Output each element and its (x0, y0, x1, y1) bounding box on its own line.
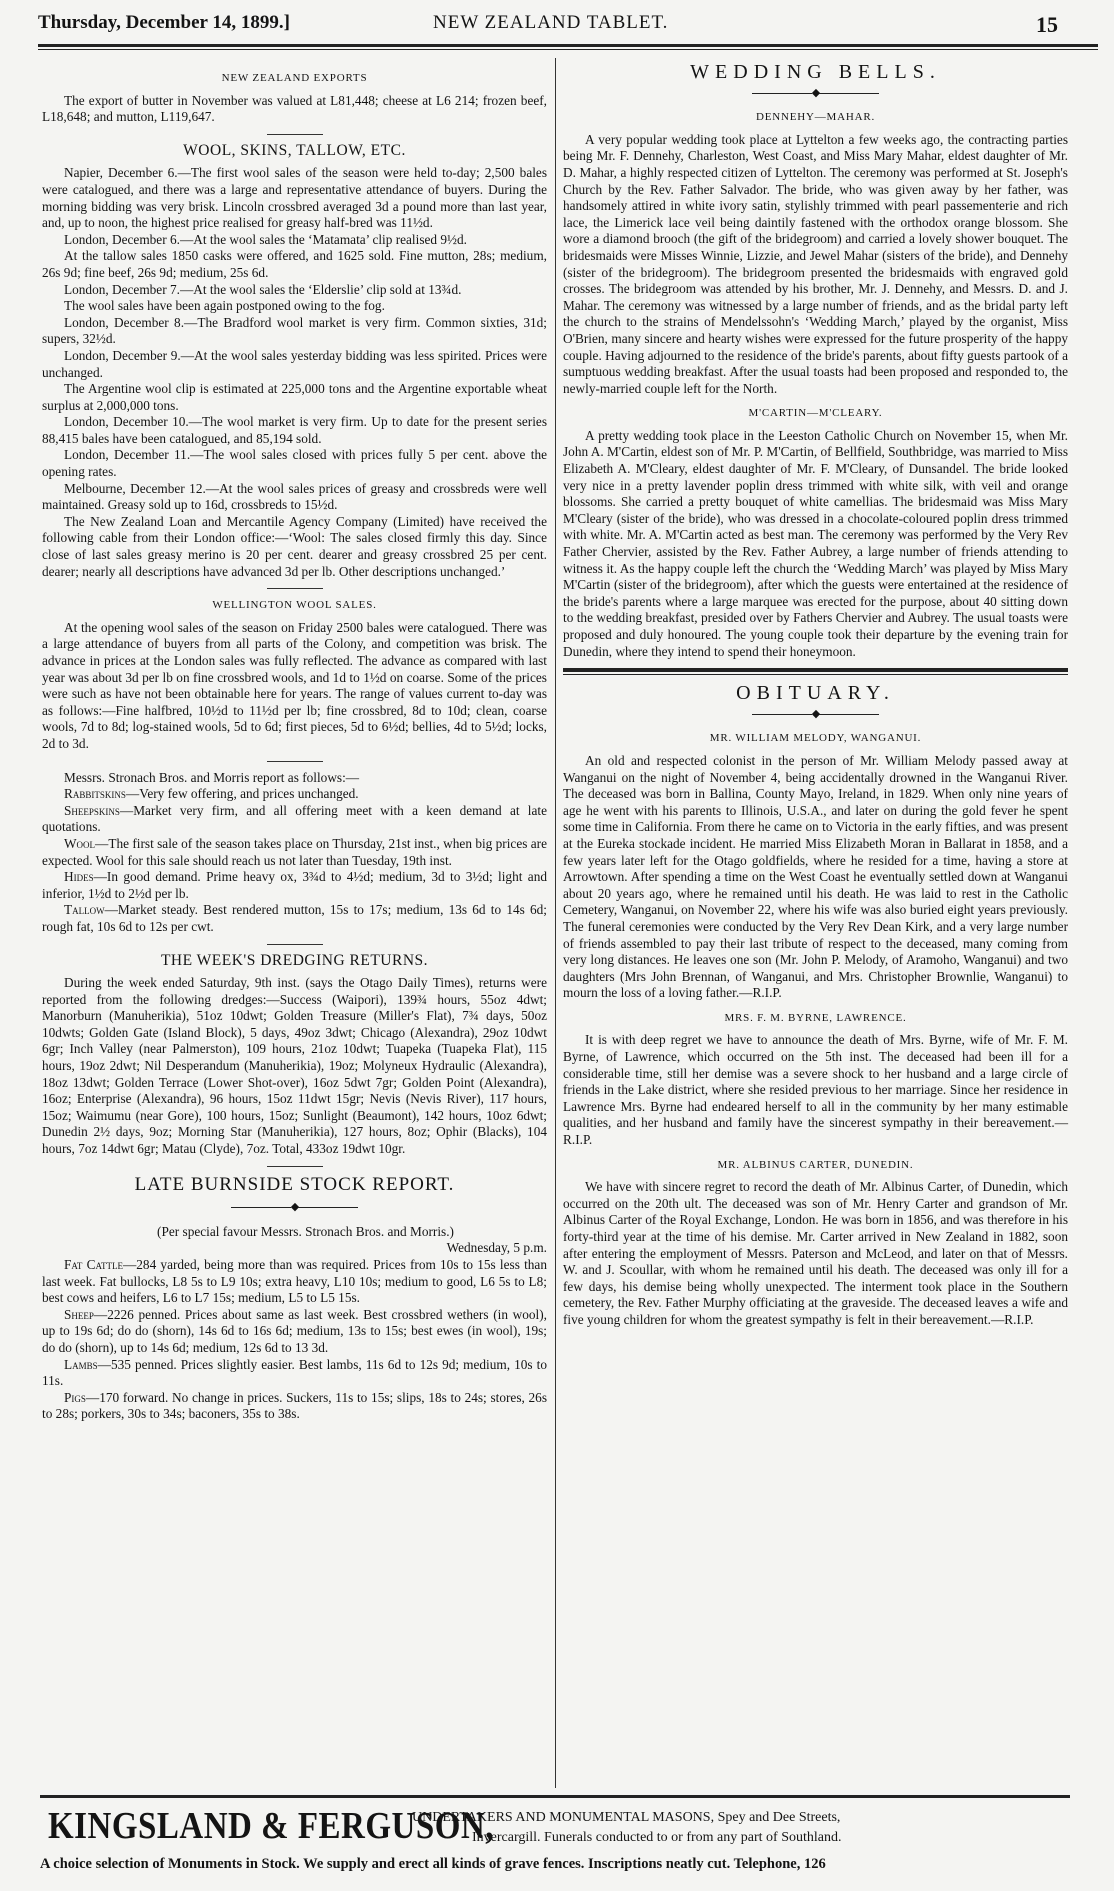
page-number: 15 (1036, 12, 1058, 37)
burnside-item (42, 1390, 547, 1423)
wool-para: The New Zealand Loan and Mercantile Agency Company (Limited) have received the following cable from their London office:—‘Wool: The sales closed firmly this day. Since close of last sales greasy merino is 20 per cent. dearer and greasy crossbred 25 per cent. dearer; nearly all descriptions have advanced 3d per lb. Other descriptions unchanged.’ (42, 513, 547, 579)
wool-para: London, December 9.—At the wool sales yesterday bidding was less spirited. Prices were unchanged. (42, 347, 547, 380)
stronach-label: Rabbitskins (64, 786, 126, 802)
obit1-text: An old and respected colonist in the person of Mr. William Melody passed away at Wanganui on the night of November 4, being accidentally drowned in the Wanganui River. The deceased was born in Ballina, County Mayo, Ireland, in 1829. When only nine years of age he went with his parents to Illinois, U.S.A., and later on during the gold fever he spent some time in California. From there he came on to Victoria in the early fifties, and was present at the Eureka stockade incident. He married Miss Elizabeth Moran in Ballarat in 1858, and a few years later left for the Otago goldfields, where he resided for a time, having a store at Arrowtown. After spending a time on the West Coast he eventually settled down at Wanganui about 20 years ago, where he remained until his death. He was laid to rest in the Catholic Cemetery, Wanganui, on November 22, where his wife was also buried eight years previously. The funeral ceremonies were conducted by the Very Rev Dean Kirk, and a very large number of friends assembled to pay their last tribute of respect to the deceased, many coming from very long distances. He leaves one son (Mr. John P. Melody, of Aramoho, Wanganui) and two daughters (Mrs John Brennan, of Wanganui, and Mrs. Christopher Brownlie, Wanganui) to mourn the loss of a loving father.—R.I.P. (563, 752, 1068, 1001)
wool-para: London, December 11.—The wool sales closed with prices fully 5 per cent. above the opening rates. (42, 447, 547, 480)
ad-line-2: Invercargill. Funerals conducted to or from any part of Southland. (472, 1830, 842, 1845)
obit3-text: We have with sincere regret to record the death of Mr. Albinus Carter, of Dunedin, which occurred on the 20th ult. The deceased was son of Mr. Henry Carter and grandson of Mr. Albinus Carter of the Royal Exchange, London. He was born in 1856, and was therefore in his forty-third year at the time of his demise. Mr. Carter arrived in New Zealand in 1882, soon after entering the employment of Messrs. Paterson and McLeod, and later on that of Messrs. W. and J. Scoullar, with whom he remained until his death. The deceased was only ill for a few days, his demise being wholly unexpected. The interment took place in the Southern cemetery, the Rev. Father Murphy officiating at the graveside. The deceased leaves a wife and five young children for whom the greatest sympathy is felt in their bereavement.—R.I.P. (563, 1179, 1068, 1327)
burnside-text: —284 yarded, being more than was required. Prices from 10s to 15s less than last week. Fat bullocks, L8 5s to L9 10s; extra heavy, L10 10s; medium to good, L6 5s to L8; best cows and heifers, L6 to L7 15s; medium, L5 to L5 15s. (42, 1257, 547, 1306)
stronach-text: —Market very firm, and all offering meet with a keen demand at late quotations. (42, 802, 547, 835)
obit1-heading: MR. WILLIAM MELODY, WANGANUI. (709, 732, 922, 745)
wool-para: London, December 7.—At the wool sales the ‘Elderslie’ clip sold at 13¾d. (64, 281, 462, 297)
obit2-text: It is with deep regret we have to announce the death of Mrs. Byrne, wife of Mr. F. M. Byrne, of Lawrence, which occurred on the 5th inst. The deceased had been ill for a considerable time, still her demise was a severe shock to her husband and a large circle of friends in the Lake district, where she resided previous to her marriage. Since her residence in Lawrence Mrs. Byrne had endeared herself to all in the community by her many estimable qualities, and her husband and family have the sincerest sympathy in their bereavement.—R.I.P. (563, 1032, 1068, 1148)
stronach-item (42, 869, 547, 902)
wool-para: London, December 10.—The wool market is very firm. Up to date for the present series 88,415 bales have been catalogued, and 85,194 sold. (42, 414, 547, 446)
burnside-label: Sheep (64, 1306, 94, 1322)
burnside-item (42, 1257, 547, 1307)
stronach-label: Hides (64, 869, 94, 885)
ad-brand: KINGSLAND & FERGUSON, (48, 1806, 494, 1848)
burnside-heading: LATE BURNSIDE STOCK REPORT. (134, 1173, 455, 1195)
wool-para: At the tallow sales 1850 casks were offered, and 1625 sold. Fine mutton, 28s; medium, 26s 9d; fine beef, 26s 9d; medium, 25s 6d. (42, 248, 547, 280)
wedding2-text: A pretty wedding took place in the Leeston Catholic Church on November 15, when Mr. John A. M'Cartin, eldest son of Mr. P. M'Cartin, of Bellfield, Southbridge, was married to Miss Elizabeth A. M'Cleary, eldest daughter of Mr. F. M'Cleary, of Dunsandel. The bride looked very nice in a pretty lavender poplin dress trimmed with white silk, with veil and orange blossoms. She carried a pretty bouquet of white camellias. The bridesmaid was Miss Mary M'Cleary (sister of the bride), who was dressed in a chocolate-coloured poplin dress trimmed with white. Mr. A. M'Cartin acted as best man. The ceremony was performed by the Very Rev Father Chervier, assisted by the Rev. Father Aubrey, a large number of friends attending to witness it. As the happy couple left the church the ‘Wedding March’ was played by Miss Mary M'Cartin (sister of the bridegroom), after which the guests were entertained at the residence of the bride's parents where a large marquee was erected for the purpose, about 40 sitting down to the wedding breakfast, presided over by Fathers Chervier and Aubrey. The usual toasts were proposed and duly honoured. The young couple took their departure by the evening train for Dunedin, where they intend to spend their honeymoon. (563, 427, 1068, 659)
wool-para: Napier, December 6.—The first wool sales of the season were held to-day; 2,500 bales were catalogued, and there was a large and representative attendance of buyers. During the morning bidding was very brisk. Lincoln crossbred averaged 3d a pound more than last year, and, up to noon, the highest price realised for greasy half-bred was 11½d. (42, 165, 547, 231)
wellington-text: At the opening wool sales of the season on Friday 2500 bales were catalogued. There was a large attendance of buyers from all parts of the Colony, and competition was brisk. The advance in prices at the London sales was fully reflected. The advance as compared with last year was about 3d per lb on fine crossbred wools, and 1d to 1½d on coarse. Some of the prices were such as have not been obtainable here for years. The range of values current to-day was as follows:—Fine halfbred, 10½d to 11½d per lb; fine crossbred, 8d to 10d; clean, coarse wools, 7d to 8d; log-stained wools, 5d to 6d; first pieces, 5d to 6½d; bellies, 4d to 5½d; locks, 2d to 3d. (42, 619, 547, 751)
section-rule (267, 944, 323, 945)
dredging-text: During the week ended Saturday, 9th inst. (says the Otago Daily Times), returns were reported from the following dredges:—Success (Waipori), 139¾ hours, 55oz 4dwt; Manorburn (Manuherikia), 51oz 10dwt; Golden Treasure (Miller's Flat), 7¾ days, 50oz 10dwts; Golden Gate (Island Block), 5 days, 49oz 3dwt; Chicago (Alexandra), 29oz 10dwt 6gr; Inch Valley (near Palmerston), 109 hours, 21oz 10dwt; Tuapeka (Tuapeka Flat), 115 hours, 19oz 2dwt; Nil Desperandum (Manuherikia), 19oz; Molyneux Hydraulic (Alexandra), 18oz 13dwt; Golden Terrace (Lower Shot-over), 16oz 5dwt 7gr; Golden Point (Alexandra), 16oz; Enterprise (Alexandra), 96 hours, 15oz 11dwt 15gr; Nevis (Nevis River), 117 hours, 15oz; Waimumu (near Gore), 100 hours, 15oz; Sunlight (Beaumont), 142 hours, 10oz 6dwt; Dunedin 2½ days, 9oz; Morning Star (Manuherikia), 127 hours, 8oz; Ophir (Blacks), 104 hours, 7oz 14dwt 6gr; Matau (Clyde), 7oz. Total, 433oz 19dwt 10gr. (42, 975, 547, 1157)
burnside-text: —170 forward. No change in prices. Suckers, 11s to 15s; slips, 18s to 24s; stores, 26s to 28s; porkers, 30s to 34s; baconers, 35s to 38s. (42, 1389, 547, 1422)
ad-line-1: UNDERTAKERS AND MONUMENTAL MASONS, Spey and Dee Streets, (412, 1810, 841, 1825)
advertisement (40, 1800, 1070, 1880)
obit3-heading: MR. ALBINUS CARTER, DUNEDIN. (717, 1158, 914, 1171)
burnside-item (42, 1357, 547, 1390)
section-rule (267, 588, 323, 589)
masthead (38, 6, 1068, 42)
stronach-text: —In good demand. Prime heavy ox, 3¾d to 4½d; medium, 3d to 3½d; light and inferior, 1½d to 2½d per lb. (42, 869, 547, 901)
issue-date: Thursday, December 14, 1899.] (38, 12, 290, 33)
wedding1-heading: DENNEHY—MAHAR. (755, 111, 876, 124)
stronach-item (42, 902, 547, 935)
section-rule (267, 1166, 323, 1167)
stronach-label: Tallow (64, 902, 105, 918)
stronach-text: —Very few offering, and prices unchanged. (125, 786, 359, 802)
wool-para: London, December 8.—The Bradford wool market is very firm. Common sixties, 31d; supers, 32½d. (42, 314, 547, 347)
obit2-heading: MRS. F. M. BYRNE, LAWRENCE. (724, 1011, 907, 1024)
section-rule (267, 134, 323, 135)
section-rule-thick (563, 668, 1068, 672)
ornament-divider: ◆ (563, 706, 1068, 723)
left-column (42, 62, 547, 1423)
burnside-date: Wednesday, 5 p.m. (446, 1240, 547, 1256)
burnside-label: Pigs (64, 1389, 86, 1405)
stronach-intro: Messrs. Stronach Bros. and Morris report as follows:— (64, 769, 360, 785)
masthead-rule-thin (38, 49, 1098, 50)
wool-section (42, 165, 547, 580)
wedding-heading: WEDDING BELLS. (690, 61, 941, 83)
burnside-credit: (Per special favour Messrs. Stronach Bros. and Morris.) (157, 1223, 454, 1239)
dredging-heading: THE WEEK'S DREDGING RETURNS. (160, 951, 429, 969)
stronach-item (42, 836, 547, 869)
section-rule (267, 761, 323, 762)
burnside-text: —535 penned. Prices slightly easier. Best lambs, 11s 6d to 12s 9d; medium, 10s to 11s. (42, 1356, 547, 1389)
footer-rule (40, 1795, 1070, 1798)
wool-para: London, December 6.—At the wool sales the ‘Matamata’ clip realised 9½d. (64, 231, 467, 247)
masthead-rule (38, 44, 1098, 47)
exports-text: The export of butter in November was valued at L81,448; cheese at L6 214; frozen beef, L18,648; and mutton, L119,647. (42, 92, 547, 125)
burnside-text: —2226 penned. Prices about same as last week. Best crossbred wethers (in wool), up to 19s 6d; do do (shorn), 14s 6d to 16s 6d; medium, 13s to 15s; best ewes (in wool), 19s; do do (shorn), up to 14s 6d; medium, 12s 6d to 13 3d. (42, 1306, 547, 1355)
wool-para: The wool sales have been again postponed owing to the fog. (64, 298, 385, 314)
stronach-item (42, 786, 547, 803)
ad-bottom-line: A choice selection of Monuments in Stock. We supply and erect all kinds of grave fences. Inscriptions neatly cut. Telephone, 126 (40, 1856, 826, 1872)
stronach-text: —Market steady. Best rendered mutton, 15s to 17s; medium, 13s 6d to 14s 6d; rough fat, 10s 6d to 12s per cwt. (42, 902, 547, 934)
section-rule-thin (563, 674, 1068, 675)
wool-para: Melbourne, December 12.—At the wool sales prices of greasy and crossbreds were well maintained. Greasy sold up to 16d, crossbreds to 15½d. (42, 480, 547, 513)
stronach-label: Sheepskins (64, 802, 120, 818)
wedding1-text: A very popular wedding took place at Lyttelton a few weeks ago, the contracting parties being Mr. F. Dennehy, Charleston, West Coast, and Miss Mary Mahar, eldest daughter of Mr. D. Mahar, a highly respected citizen of Lyttelton. The ceremony was performed at St. Joseph's Church by the Rev. Father Salvador. The bride, who was given away by her father, was handsomely attired in white ivory satin, stylishly trimmed with pearl passementerie and rich lace, the Limerick lace veil being daintily fastened with the orthodox orange blossom. She wore a diamond brooch (the gift of the bridegroom) and carried a lovely shower bouquet. The bridesmaids were Misses Winnie, Lizzie, and Jewel Mahar (sisters of the bride), and Dennehy (sister of the bridegroom). The bridegroom presented the bridesmaids with engraved gold crosses. The bridegroom was attended by his brother, Mr. J. Dennehy, and Messrs. D. and J. Mahar. The ceremony was witnessed by a large number of friends, and as the bridal party left the church to the strains of Mendelssohn's ‘Wedding March,’ played by the organist, Miss O'Brien, many sincere and hearty wishes were expressed for the future prosperity of the happy couple. Having adjourned to the residence of the bride's parents, about fifty guests partook of a sumptuous wedding breakfast. After the usual toasts had been proposed and responded to, the newly-married couple left for the North. (563, 131, 1068, 396)
obituary-heading: OBITUARY. (736, 682, 895, 705)
stronach-label: Wool (64, 835, 96, 851)
wool-heading: WOOL, SKINS, TALLOW, ETC. (183, 141, 406, 159)
stronach-item (42, 803, 547, 836)
ornament-divider: ◆ (563, 85, 1068, 102)
column-divider (555, 58, 556, 1788)
stronach-text: —The first sale of the season takes place on Thursday, 21st inst., when big prices are expected. Wool for this sale should reach us not later than Tuesday, 19th inst. (42, 835, 547, 868)
burnside-label: Fat Cattle (64, 1257, 123, 1272)
burnside-label: Lambs (64, 1356, 98, 1372)
publication-title: NEW ZEALAND TABLET. (433, 12, 669, 33)
wellington-heading: WELLINGTON WOOL SALES. (212, 599, 377, 612)
ornament-divider: ◆ (42, 1199, 547, 1216)
wool-para: The Argentine wool clip is estimated at 225,000 tons and the Argentine exportable wheat surplus at 2,000,000 tons. (42, 381, 547, 413)
wedding2-heading: M'CARTIN—M'CLEARY. (748, 407, 883, 420)
exports-heading: NEW ZEALAND EXPORTS (221, 72, 368, 84)
right-column (563, 62, 1068, 1329)
burnside-item (42, 1307, 547, 1357)
